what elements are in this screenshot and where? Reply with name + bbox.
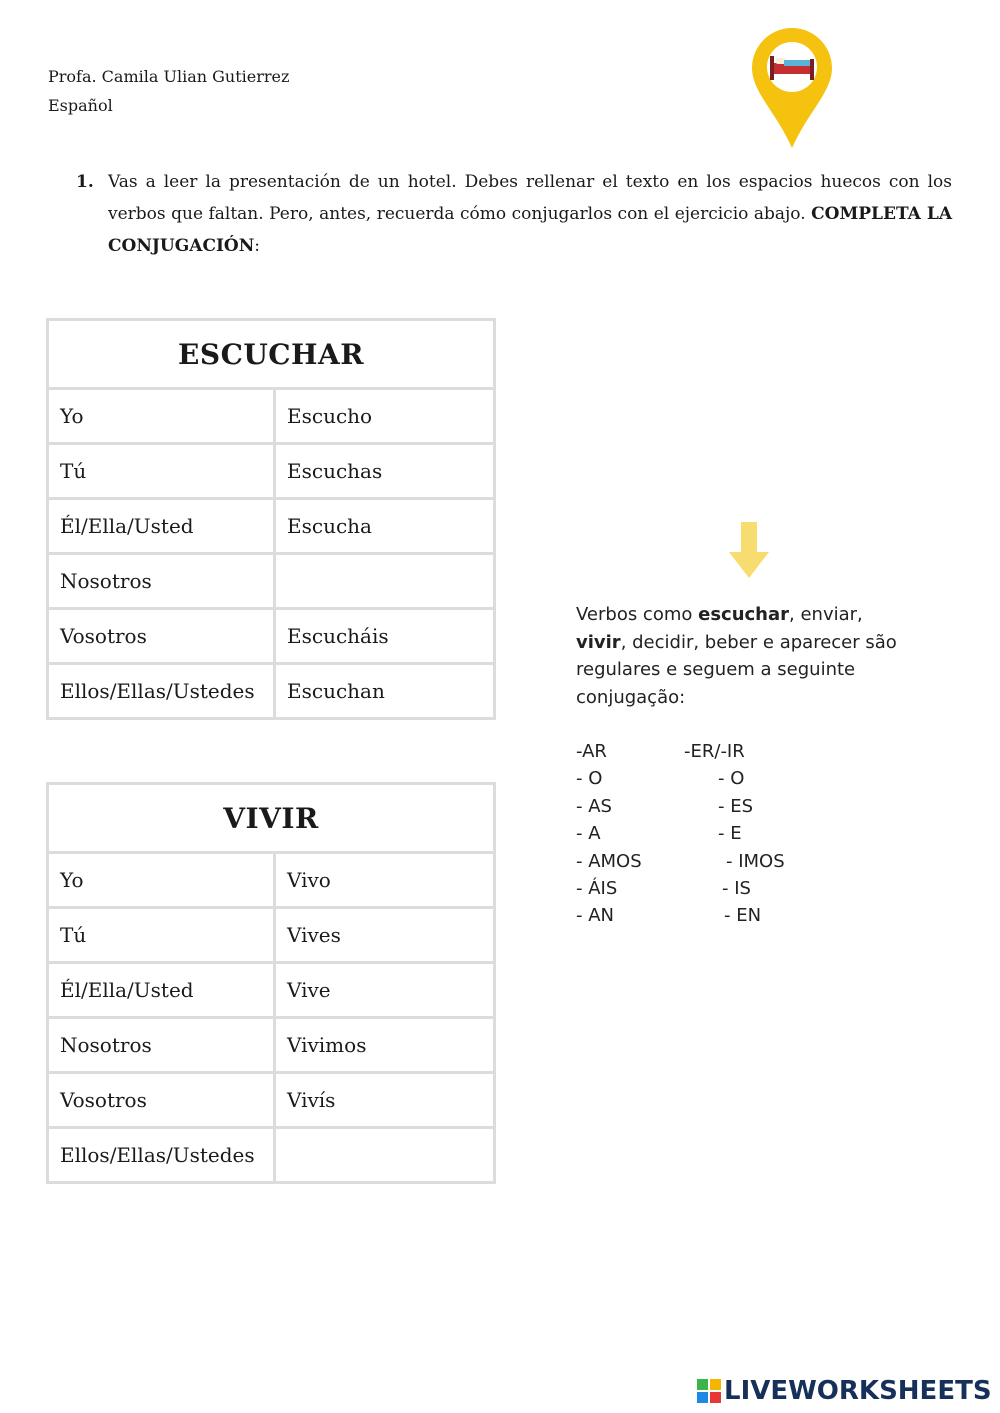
verb-form-cell[interactable]: Vivo [275,853,495,908]
instruction-text [108,166,952,262]
er-ending: - IMOS [726,850,785,872]
list-item [576,765,836,792]
teacher-name: Profa. Camila Ulian Gutierrez [48,67,290,86]
note-verb-escuchar: escuchar [698,604,790,625]
ar-ending: - O [576,768,603,790]
verb-form-cell[interactable]: Escucho [275,389,495,444]
map-pin-bed-icon [750,26,834,150]
ar-ending: - A [576,823,601,845]
table-row [48,389,495,444]
answer-blank-ellos[interactable] [275,1128,495,1183]
pronoun-cell: Nosotros [48,1018,275,1073]
pronoun-cell: Yo [48,853,275,908]
note-verb-vivir: vivir [576,631,621,653]
ar-ending: - ÁIS [576,877,618,899]
answer-blank-nosotros[interactable] [275,554,495,609]
endings-header [576,738,836,765]
ar-ending: - AS [576,795,612,817]
list-item [576,793,836,820]
pronoun-cell: Yo [48,389,275,444]
instruction-emphasis: COMPLETA LA CONJUGACIÓN [108,204,953,256]
subject-name: Español [48,96,113,115]
er-ending: - IS [722,877,751,899]
er-ending: - O [718,768,745,790]
table-row [48,853,495,908]
liveworksheets-logo-icon [697,1379,721,1403]
table-row [48,609,495,664]
instructions [76,166,952,262]
pronoun-cell: Nosotros [48,554,275,609]
verb-form-cell[interactable]: Escuchan [275,664,495,719]
pronoun-cell: Vosotros [48,609,275,664]
ar-ending: - AN [576,905,614,927]
pronoun-cell: Ellos/Ellas/Ustedes [48,664,275,719]
pronoun-cell: Él/Ella/Usted [48,499,275,554]
pronoun-cell: Ellos/Ellas/Ustedes [48,1128,275,1183]
table-title: ESCUCHAR [48,320,495,389]
table-row [48,499,495,554]
list-item [576,848,836,875]
header [48,62,289,120]
arrow-down-icon [729,522,769,578]
er-ending: - EN [724,905,762,927]
endings-list [576,738,836,930]
er-ending: - ES [718,795,754,817]
table-row [48,1018,495,1073]
conjugation-note [576,601,916,711]
verb-form-cell[interactable]: Vivimos [275,1018,495,1073]
note-text: Verbos como [576,604,699,625]
verb-form-cell[interactable]: Escuchas [275,444,495,499]
pronoun-cell: Él/Ella/Usted [48,963,275,1018]
table-row [48,1128,495,1183]
ar-ending: - AMOS [576,850,642,872]
list-item [576,820,836,847]
ar-header: -AR [576,741,607,762]
table-row [48,1073,495,1128]
verb-form-cell[interactable]: Escucháis [275,609,495,664]
instruction-number: 1. [76,172,94,192]
pronoun-cell: Vosotros [48,1073,275,1128]
instruction-colon: : [254,236,261,256]
verb-form-cell[interactable]: Escucha [275,499,495,554]
pronoun-cell: Tú [48,908,275,963]
list-item [576,902,836,929]
table-row [48,444,495,499]
pronoun-cell: Tú [48,444,275,499]
table-title: VIVIR [48,784,495,853]
list-item [576,875,836,902]
note-text: , enviar, [789,604,863,625]
table-row [48,554,495,609]
escuchar-conjugation-table [46,318,496,720]
liveworksheets-brand [697,1376,992,1406]
brand-name: LIVEWORKSHEETS [724,1376,992,1406]
table-row [48,963,495,1018]
vivir-conjugation-table [46,782,496,1184]
er-ending: - E [718,823,742,845]
verb-form-cell[interactable]: Vivís [275,1073,495,1128]
note-text: , decidir, beber e aparecer são regulares e seguem a seguinte conjugação: [576,631,897,708]
table-row [48,908,495,963]
table-row [48,664,495,719]
verb-form-cell[interactable]: Vive [275,963,495,1018]
er-ir-header: -ER/-IR [684,741,745,762]
instruction-body: Vas a leer la presentación de un hotel. Debes rellenar el texto en los espacios huecos con los verbos que faltan. Pero, antes, recuerda cómo conjugarlos con el ejercicio abajo. [108,172,952,224]
verb-form-cell[interactable]: Vives [275,908,495,963]
